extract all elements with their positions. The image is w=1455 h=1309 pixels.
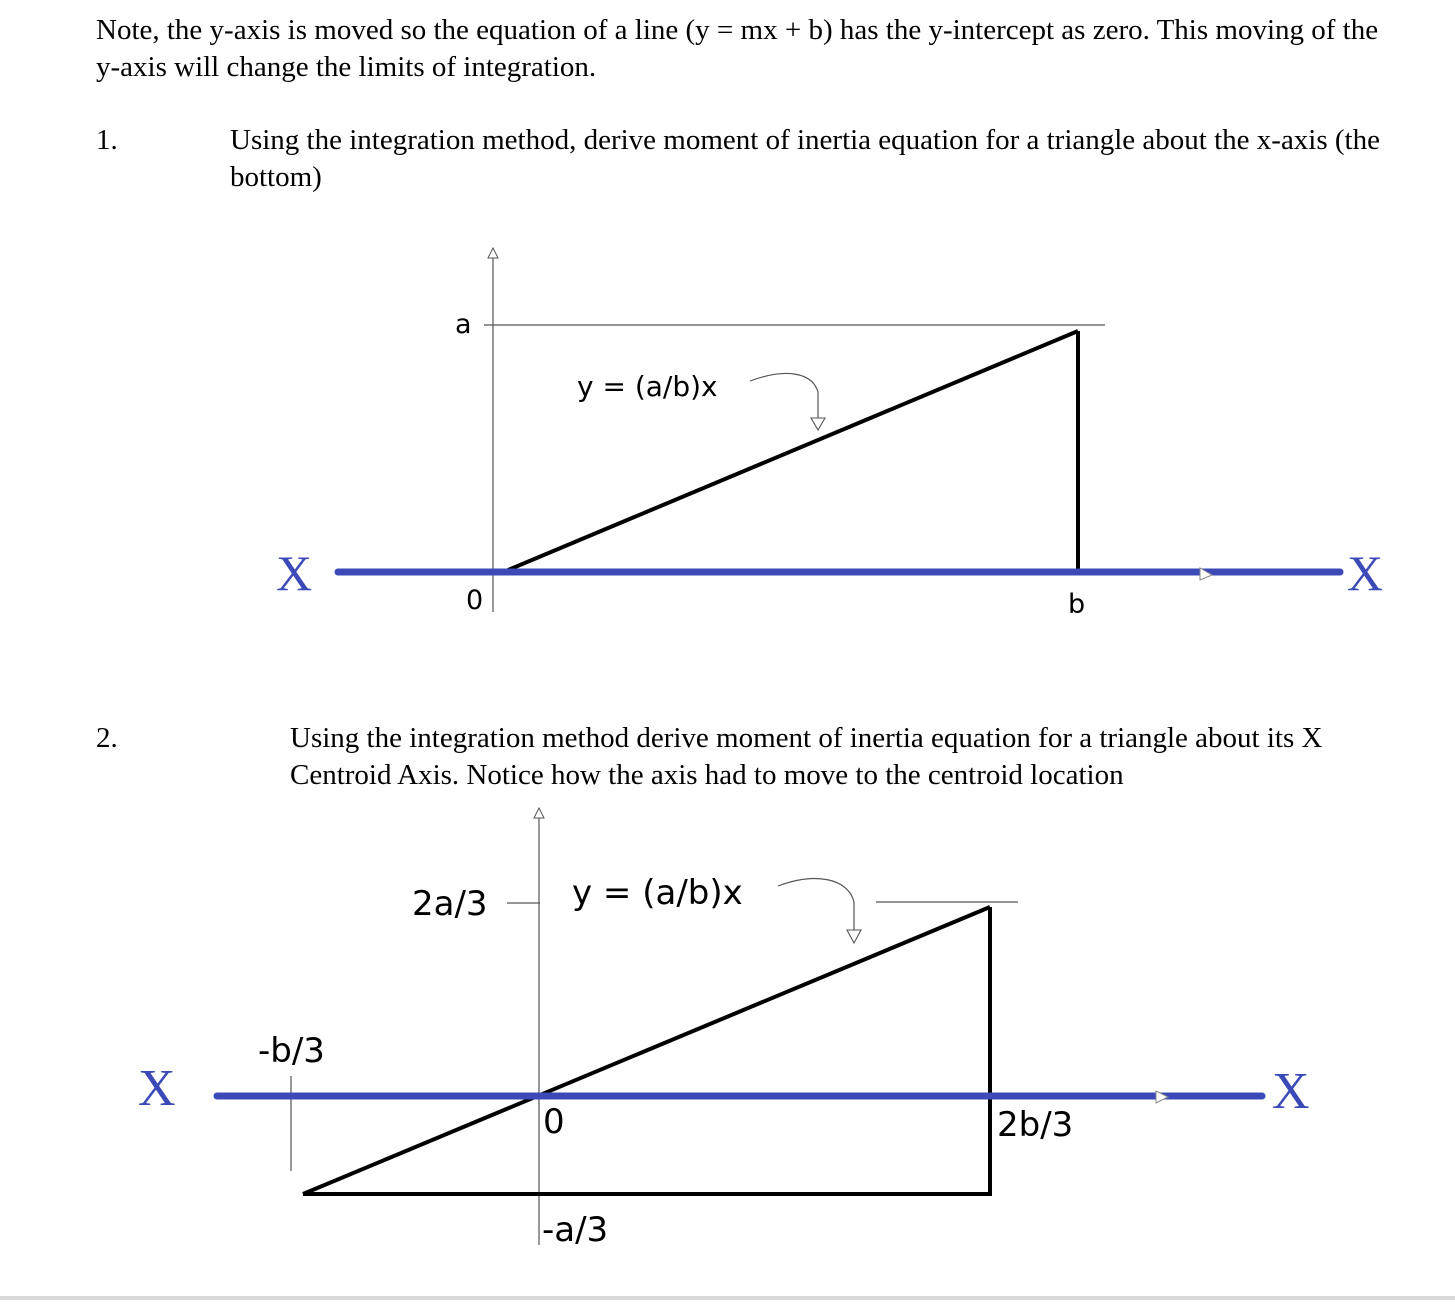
problem-2-number: 2. bbox=[96, 722, 118, 754]
d1-label-b: b bbox=[1068, 589, 1086, 620]
diagram-2 bbox=[138, 808, 1310, 1250]
d2-label-neg-b3: -b/3 bbox=[258, 1031, 325, 1071]
problem-1-text: Using the integration method, derive moment of inertia equation for a triangle about the x-axis (the bottom) bbox=[230, 124, 1380, 193]
problem-1-number: 1. bbox=[96, 124, 118, 156]
d2-label-zero: 0 bbox=[543, 1102, 565, 1142]
d1-label-a: a bbox=[455, 309, 472, 340]
problem-2-text: Using the integration method derive moment of inertia equation for a triangle about its X Centroid Axis. Notice how the axis had to move to the centroid location bbox=[290, 722, 1323, 791]
diagram-1 bbox=[276, 248, 1383, 620]
d2-axis-label-right: X bbox=[1272, 1063, 1310, 1120]
d2-label-neg-a3: -a/3 bbox=[542, 1210, 609, 1250]
d1-axis-label-right: X bbox=[1347, 545, 1384, 601]
d2-label-2a3: 2a/3 bbox=[412, 884, 488, 924]
d2-equation-leader bbox=[778, 879, 854, 930]
d1-hypotenuse bbox=[508, 331, 1078, 570]
d2-label-2b3: 2b/3 bbox=[997, 1105, 1074, 1145]
d2-leader-arrowhead bbox=[847, 930, 861, 943]
d1-leader-arrowhead bbox=[811, 418, 825, 430]
d2-hypotenuse bbox=[303, 907, 990, 1194]
d1-axis-label-left: X bbox=[276, 545, 313, 601]
note-paragraph: Note, the y-axis is moved so the equation of a line (y = mx + b) has the y-intercept as zero. This moving of the y-axis will change the limits of integration. bbox=[96, 14, 1379, 83]
d2-label-equation: y = (a/b)x bbox=[572, 873, 743, 913]
d2-axis-label-left: X bbox=[138, 1060, 176, 1117]
d1-label-zero: 0 bbox=[466, 585, 484, 616]
d1-label-equation: y = (a/b)x bbox=[577, 370, 718, 403]
bottom-divider bbox=[0, 1296, 1455, 1300]
d1-equation-leader bbox=[750, 373, 818, 418]
